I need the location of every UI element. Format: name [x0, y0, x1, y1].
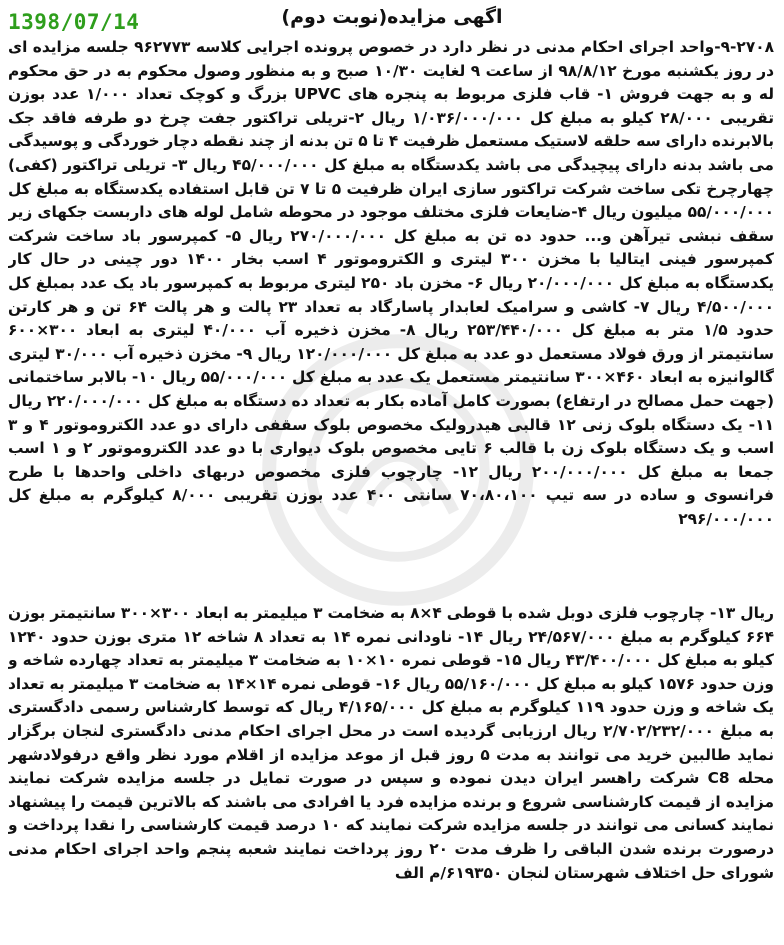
ad-title: اگهی مزایده(نوبت دوم): [281, 6, 503, 28]
date-stamp: 1398/07/14: [8, 10, 140, 34]
ad-body-part-2: ریال ۱۳- چارچوب فلزی دوبل شده با قوطی ۴×۸ به ضخامت ۳ میلیمتر به ابعاد ۳۰۰×۳۰۰ سانتیمتر بوزن ۶۶۴ کیلوگرم به مبلغ ۲۴/۵۶۷/۰۰۰ ریال ۱۴- ناودانی نمره ۱۴ به تعداد ۸ شاخه ۱۲ متری بوزن حدود ۱۲۴۰ کیلو به مبلغ کل ۴۳/۴۰۰/۰۰۰ ریال ۱۵- قوطی نمره ۱۰×۱۰ به ضخامت ۳ میلیمتر به تعداد چهارده شاخه و وزن حدود ۱۵۷۶ کیلو به مبلغ کل ۵۵/۱۶۰/۰۰۰ ریال ۱۶- قوطی نمره ۱۴×۱۴ به ضخامت ۳ میلیمتر به تعداد یک شاخه و وزن حدود ۱۱۹ کیلوگرم به مبلغ کل ۴/۱۶۵/۰۰۰ ریال که توسط کارشناس رسمی دادگستری به مبلغ ۲/۷۰۲/۲۳۲/۰۰۰ ریال ارزیابی گردیده است در محل اجرای احکام مدنی دادگستری لنجان برگزار نماید طالبین خرید می توانند به مدت ۵ روز قبل از موعد مزایده از اقلام مورد نظر واقع درفولادشهر محله C8 شرکت راهسر ایران دیدن نموده و سپس در صورت تمایل در جلسه مزایده شرکت نمایند مزایده از قیمت کارشناسی شروع و برنده مزایده فرد یا افرادی می باشند که بالاترین قیمت را پیشنهاد نمایند کسانی می توانند در جلسه مزایده شرکت نمایند که ۱۰ درصد قیمت کارشناسی را نقدا پرداخت و درصورت برنده شدن الباقی را ظرف مدت ۲۰ روز پرداخت نمایند شعبه پنجم واحد اجرای احکام مدنی شورای حل اختلاف شهرستان لنجان ۶۱۹۳۵۰/م الف: [8, 604, 774, 882]
ad-body-part-1: ۹-۲۷۰۸-واحد اجرای احکام مدنی در نظر دارد در خصوص پرونده اجرایی کلاسه ۹۶۲۷۷۳ جلسه مزایده ای در روز یکشنبه مورخ ۹۸/۸/۱۲ از ساعت ۹ لغایت ۱۰/۳۰ صبح و به منظور وصول محکوم به در حق محکوم له و به جهت فروش ۱- قاب فلزی مربوط به پنجره های UPVC بزرگ و کوچک تعداد ۱/۰۰۰ عدد بوزن تقریبی ۲۸/۰۰۰ کیلو به مبلغ کل ۱/۰۳۶/۰۰۰/۰۰۰ ریال ۲-تریلی تراکتور جفت چرخ دو طرفه فاقد جک بالابرنده دارای سه حلقه لاستیک مستعمل ظرفیت ۴ تا ۵ تن بدنه از چند نقطه دچار خوردگی و پوسیدگی می باشد بدنه دارای پیچیدگی می باشد یکدستگاه به مبلغ کل ۴۵/۰۰۰/۰۰۰ ریال ۳- تریلی تراکتور (کفی) چهارچرخ تکی ساخت شرکت تراکتور سازی ایران ظرفیت ۵ تا ۷ تن قابل استفاده یکدستگاه به مبلغ کل ۵۵/۰۰۰/۰۰۰ میلیون ریال ۴-ضایعات فلزی مختلف موجود در محوطه شامل لوله های داربست جکهای زیر سقف نبشی تیرآهن و... حدود ده تن به مبلغ کل ۲۷۰/۰۰۰/۰۰۰ ریال ۵- کمپرسور باد ساخت شرکت کمپرسور فینی ایتالیا با مخزن ۳۰۰ لیتری و الکتروموتور ۴ اسب بخار ۱۴۰۰ دور چینی در حال کار یکدستگاه به مبلغ کل ۲۰/۰۰۰/۰۰۰ ریال ۶- مخزن باد ۲۵۰ لیتری مربوط به کمپرسور باد یک عدد بمبلغ کل ۴/۵۰۰/۰۰۰ ریال ۷- کاشی و سرامیک لعابدار پاسارگاد به تعداد ۲۳ پالت و هر پالت ۶۴ تن و هر کارتن حدود ۱/۵ متر به مبلغ کل ۲۵۳/۴۴۰/۰۰۰ ریال ۸- مخزن ذخیره آب ۴۰/۰۰۰ لیتری به ابعاد ۳۰۰×۶۰۰ سانتیمتر از ورق فولاد مستعمل دو عدد به مبلغ کل ۱۲۰/۰۰۰/۰۰۰ ریال ۹- مخزن ذخیره آب ۳۰/۰۰۰ لیتری گالوانیزه به ابعاد ۴۶۰×۳۰۰ سانتیمتر مستعمل یک عدد به مبلغ کل ۵۵/۰۰۰/۰۰۰ ریال ۱۰- بالابر ساختمانی (جهت حمل مصالح در ارتفاع) بصورت کامل آماده بکار به تعداد ده دستگاه به مبلغ کل ۲۲۰/۰۰۰/۰۰۰ ریال ۱۱- یک دستگاه بلوک زنی ۱۲ قالبی هیدرولیک مخصوص بلوک سقفی دارای دو عدد الکتروموتور ۴ و ۳ اسب و یک دستگاه بلوک زن با قالب ۶ تایی مخصوص بلوک دیواری با دو عدد الکتروموتور ۲ و ۱ اسب جمعا به مبلغ کل ۲۰۰/۰۰۰/۰۰۰ ریال ۱۲- چارچوب فلزی مخصوص دربهای داخلی واحدها با طرح فرانسوی و ساده در سه تیپ ۷۰،۸۰،۱۰۰ سانتی ۴۰۰ عدد بوزن تقریبی ۸/۰۰۰ کیلوگرم به مبلغ کل ۲۹۶/۰۰۰/۰۰۰: [8, 38, 774, 528]
